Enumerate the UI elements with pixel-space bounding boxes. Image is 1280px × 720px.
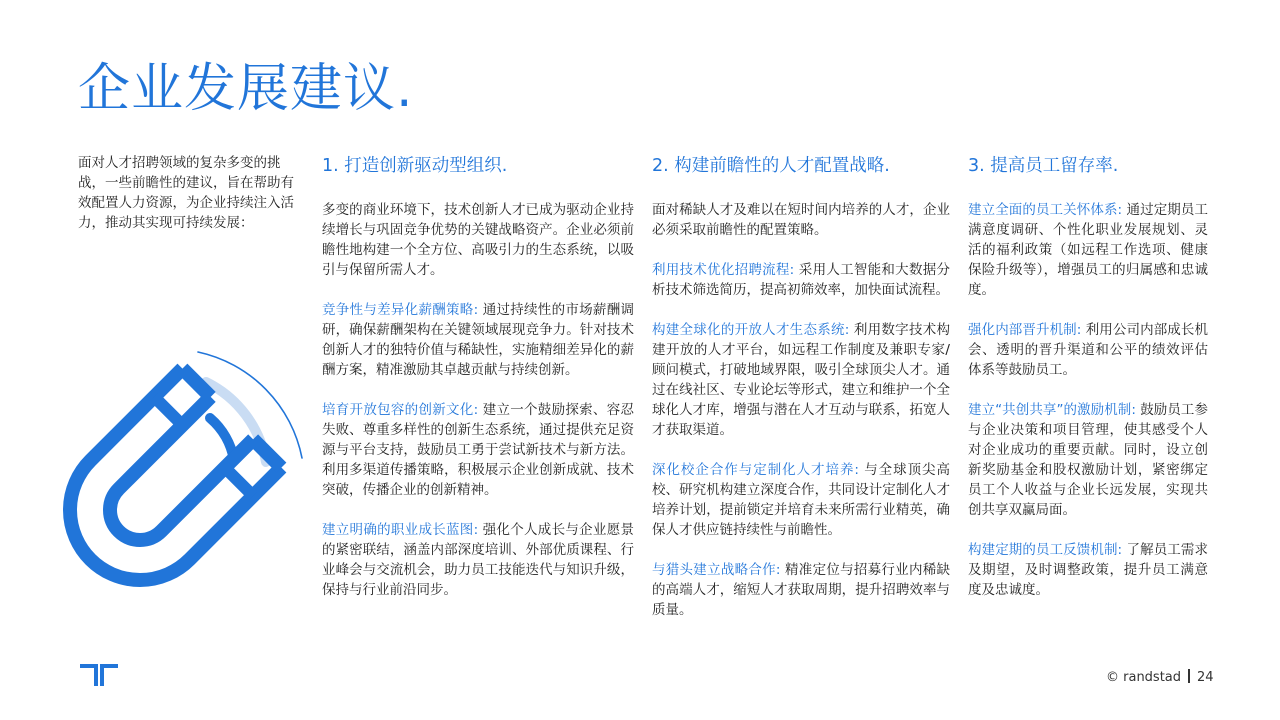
item-label: 建立全面的员工关怀体系: [968,202,1123,218]
footer-divider [1188,669,1190,683]
column-2-item [652,320,950,440]
item-label: 深化校企合作与定制化人才培养: [652,462,859,478]
magnet-icon [40,340,320,620]
item-label: 与猎头建立战略合作: [652,562,781,578]
column-3-item [968,540,1208,600]
column-3-item [968,400,1208,520]
column-2-intro: 面对稀缺人才及难以在短时间内培养的人才，企业必须采取前瞻性的配置策略。 [652,202,950,238]
randstad-logo-icon [78,662,120,688]
item-text: 了解员工需求及期望，及时调整政策，提升员工满意度及忠诚度。 [968,542,1208,598]
brand-copyright: © randstad [1106,670,1182,685]
page-number: 24 [1197,670,1214,685]
column-1-intro: 多变的商业环境下，技术创新人才已成为驱动企业持续增长与巩固竞争优势的关键战略资产。企业必须前瞻性地构建一个全方位、高吸引力的生态系统，以吸引与保留所需人才。 [322,202,634,278]
column-2-heading: 2. 构建前瞻性的人才配置战略. [652,156,890,176]
item-label: 建立明确的职业成长蓝图: [322,522,479,538]
item-text: 鼓励员工参与企业决策和项目管理，使其感受个人对企业成功的重要贡献。同时，设立创新奖励基金和股权激励计划，紧密绑定员工个人收益与企业长远发展，实现共创共享双赢局面。 [968,402,1208,518]
item-text: 利用数字技术构建开放的人才平台，如远程工作制度及兼职专家/顾问模式，打破地域界限，吸引全球顶尖人才。通过在线社区、专业论坛等形式，建立和维护一个全球化人才库，增强与潜在人才互动与联系，拓宽人才获取渠道。 [652,322,950,438]
item-text: 采用人工智能和大数据分析技术筛选简历，提高初筛效率，加快面试流程。 [652,262,950,298]
item-label: 构建全球化的开放人才生态系统: [652,322,850,338]
column-2-item [652,460,950,540]
column-3-item [968,320,1208,380]
column-2-item [652,560,950,620]
intro-paragraph: 面对人才招聘领域的复杂多变的挑战，一些前瞻性的建议，旨在帮助有效配置人力资源，为企业持续注入活力，推动其实现可持续发展： [78,155,294,231]
item-text: 与全球顶尖高校、研究机构建立深度合作，共同设计定制化人才培养计划，提前锁定并培育未来所需行业精英，确保人才供应链持续性与前瞻性。 [652,462,950,538]
page-title: 企业发展建议. [78,59,414,119]
column-3 [968,154,1208,620]
column-1-item [322,520,634,600]
footer [1106,668,1214,688]
column-2-item [652,260,950,300]
item-label: 竞争性与差异化薪酬策略: [322,302,479,318]
column-2 [652,154,950,640]
item-label: 强化内部晋升机制: [968,322,1082,338]
item-text: 通过定期员工满意度调研、个性化职业发展规划、灵活的福利政策（如远程工作选项、健康保险升级等），增强员工的归属感和忠诚度。 [968,202,1208,298]
column-1-item [322,400,634,500]
item-text: 利用公司内部成长机会、透明的晋升渠道和公平的绩效评估体系等鼓励员工。 [968,322,1208,378]
item-text: 强化个人成长与企业愿景的紧密联结，涵盖内部深度培训、外部优质课程、行业峰会与交流机会，助力员工技能迭代与知识升级，保持与行业前沿同步。 [322,522,634,598]
item-label: 建立“共创共享”的激励机制: [968,402,1136,418]
item-label: 培育开放包容的创新文化: [322,402,479,418]
item-label: 利用技术优化招聘流程: [652,262,795,278]
item-text: 通过持续性的市场薪酬调研，确保薪酬架构在关键领域展现竞争力。针对技术创新人才的独特价值与稀缺性，实施精细差异化的薪酬方案，精准激励其卓越贡献与持续创新。 [322,302,634,378]
column-1-item [322,300,634,380]
item-text: 建立一个鼓励探索、容忍失败、尊重多样性的创新生态系统，通过提供充足资源与平台支持，鼓励员工勇于尝试新技术与新方法。利用多渠道传播策略，积极展示企业创新成就、技术突破，传播企业的创新精神。 [322,402,634,498]
column-3-heading: 3. 提高员工留存率. [968,156,1119,176]
item-label: 构建定期的员工反馈机制: [968,542,1123,558]
item-text: 精准定位与招募行业内稀缺的高端人才，缩短人才获取周期，提升招聘效率与质量。 [652,562,950,618]
column-3-item [968,200,1208,300]
column-1-heading: 1. 打造创新驱动型组织. [322,156,508,176]
column-1 [322,154,634,620]
